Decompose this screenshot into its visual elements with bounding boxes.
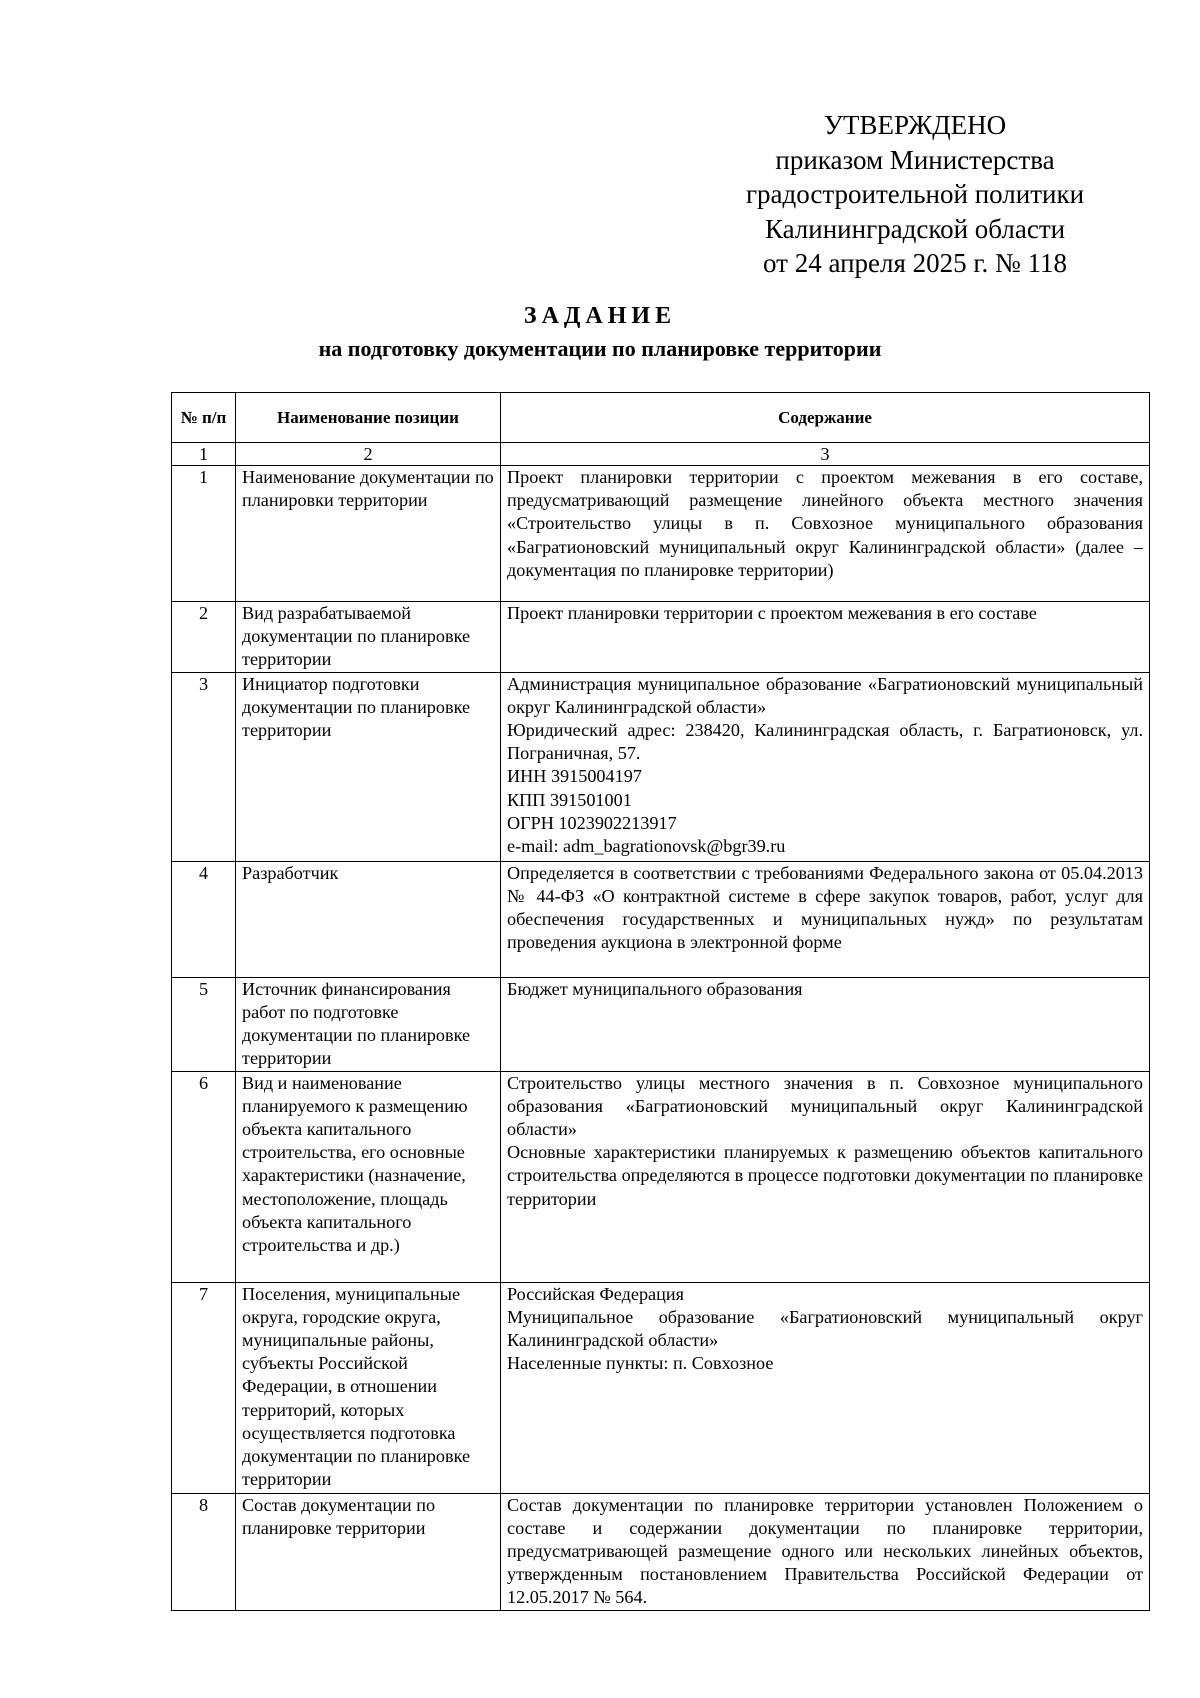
document-title: ЗАДАНИЕ (523, 303, 677, 329)
table-header-row (172, 393, 1150, 443)
approval-line-order: приказом Министерства (775, 144, 1055, 175)
table-row (172, 1493, 1150, 1610)
initiator-kpp: КПП 391501001 (507, 789, 632, 810)
territory-settlements: Населенные пункты: п. Совхозное (507, 1353, 774, 1374)
approval-line-date: от 24 апреля 2025 г. № 118 (763, 248, 1067, 278)
initiator-legal-address: Юридический адрес: 238420, Калининградская область, г. Багратионовск, ул. Пограничная, 57. (507, 720, 1143, 764)
object-characteristics: Основные характеристики планируемых к размещению объектов капитального строительства определяются в процессе подготовки документации по планировке территории (507, 1142, 1143, 1209)
initiator-ogrn: ОГРН 1023902213917 (507, 812, 677, 833)
row-content: Бюджет муниципального образования (501, 977, 1150, 1071)
header-content: Содержание (501, 393, 1150, 443)
table-row (172, 861, 1150, 977)
row-number: 4 (172, 861, 236, 977)
initiator-name: Администрация муниципальное образование «Багратионовский муниципальный округ Калининградской области» (507, 673, 1143, 717)
table-index-row (172, 443, 1150, 466)
table-row (172, 1282, 1150, 1493)
row-number: 2 (172, 602, 236, 673)
row-number: 6 (172, 1071, 236, 1282)
table-row (172, 1071, 1150, 1282)
index-cell-2: 2 (236, 443, 501, 466)
index-cell-1: 1 (172, 443, 236, 466)
row-content (501, 1071, 1150, 1282)
row-number: 8 (172, 1493, 236, 1610)
approval-line-ministry: градостроительной политики (745, 179, 1085, 209)
table-row (172, 977, 1150, 1071)
row-position-name: Вид разрабатываемой документации по планировке территории (236, 602, 501, 673)
table-row (172, 672, 1150, 861)
row-content: Определяется в соответствии с требованиями Федерального закона от 05.04.2013 № 44-ФЗ «О контрактной системе в сфере закупок товаров, работ, услуг для обеспечения государственных и муниципальных нужд» по результатам проведения аукциона в электронной форме (501, 861, 1150, 977)
row-position-name: Разработчик (236, 861, 501, 977)
row-position-name: Инициатор подготовки документации по планировке территории (236, 672, 501, 861)
row-content (501, 1282, 1150, 1493)
initiator-inn: ИНН 3915004197 (507, 766, 642, 787)
territory-municipality: Муниципальное образование «Багратионовский муниципальный округ Калининградской области» (507, 1306, 1143, 1351)
row-position-name: Поселения, муниципальные округа, городские округа, муниципальные районы, субъекты Российской Федерации, в отношении территорий, которых осуществляется подготовка документации по планировке территории (236, 1282, 501, 1493)
row-number: 5 (172, 977, 236, 1071)
row-position-name: Состав документации по планировке территории (236, 1493, 501, 1610)
approval-stamp-block (690, 108, 1140, 281)
header-position-name: Наименование позиции (236, 393, 501, 443)
row-number: 3 (172, 672, 236, 861)
approval-line-approved: УТВЕРЖДЕНО (823, 110, 1007, 140)
row-number: 7 (172, 1282, 236, 1493)
row-content: Состав документации по планировке территории установлен Положением о составе и содержании документации по планировке территории, предусматривающей размещение одного или нескольких линейных объектов, утвержденным постановлением Правительства Российской Федерации от 12.05.2017 № 564. (501, 1493, 1150, 1610)
row-position-name: Наименование документации по планировки территории (236, 466, 501, 602)
row-content: Проект планировки территории с проектом межевания в его составе, предусматривающий размещение линейного объекта местного значения «Строительство улицы в п. Совхозное муниципального образования «Багратионовский муниципальный округ Калининградской области» (далее – документация по планировке территории) (501, 466, 1150, 602)
row-content: Проект планировки территории с проектом межевания в его составе (501, 602, 1150, 673)
object-name: Строительство улицы местного значения в п. Совхозное муниципального образования «Багратионовский муниципальный округ Калининградской области» (507, 1072, 1143, 1140)
table-row (172, 466, 1150, 602)
initiator-email: e-mail: adm_bagrationovsk@bgr39.ru (507, 836, 786, 857)
task-table (171, 392, 1150, 1611)
document-subtitle: на подготовку документации по планировке территории (318, 336, 882, 361)
row-content (501, 672, 1150, 861)
header-number: № п/п (172, 393, 236, 443)
row-number: 1 (172, 466, 236, 602)
row-position-name: Источник финансирования работ по подготовке документации по планировке территории (236, 977, 501, 1071)
table-row (172, 602, 1150, 673)
territory-country: Российская Федерация (507, 1283, 684, 1304)
index-cell-3: 3 (501, 443, 1150, 466)
approval-line-region: Калининградской области (764, 213, 1066, 244)
row-position-name: Вид и наименование планируемого к размещению объекта капитального строительства, его основные характеристики (назначение, местоположение, площадь объекта капитального строительства и др.) (236, 1071, 501, 1282)
